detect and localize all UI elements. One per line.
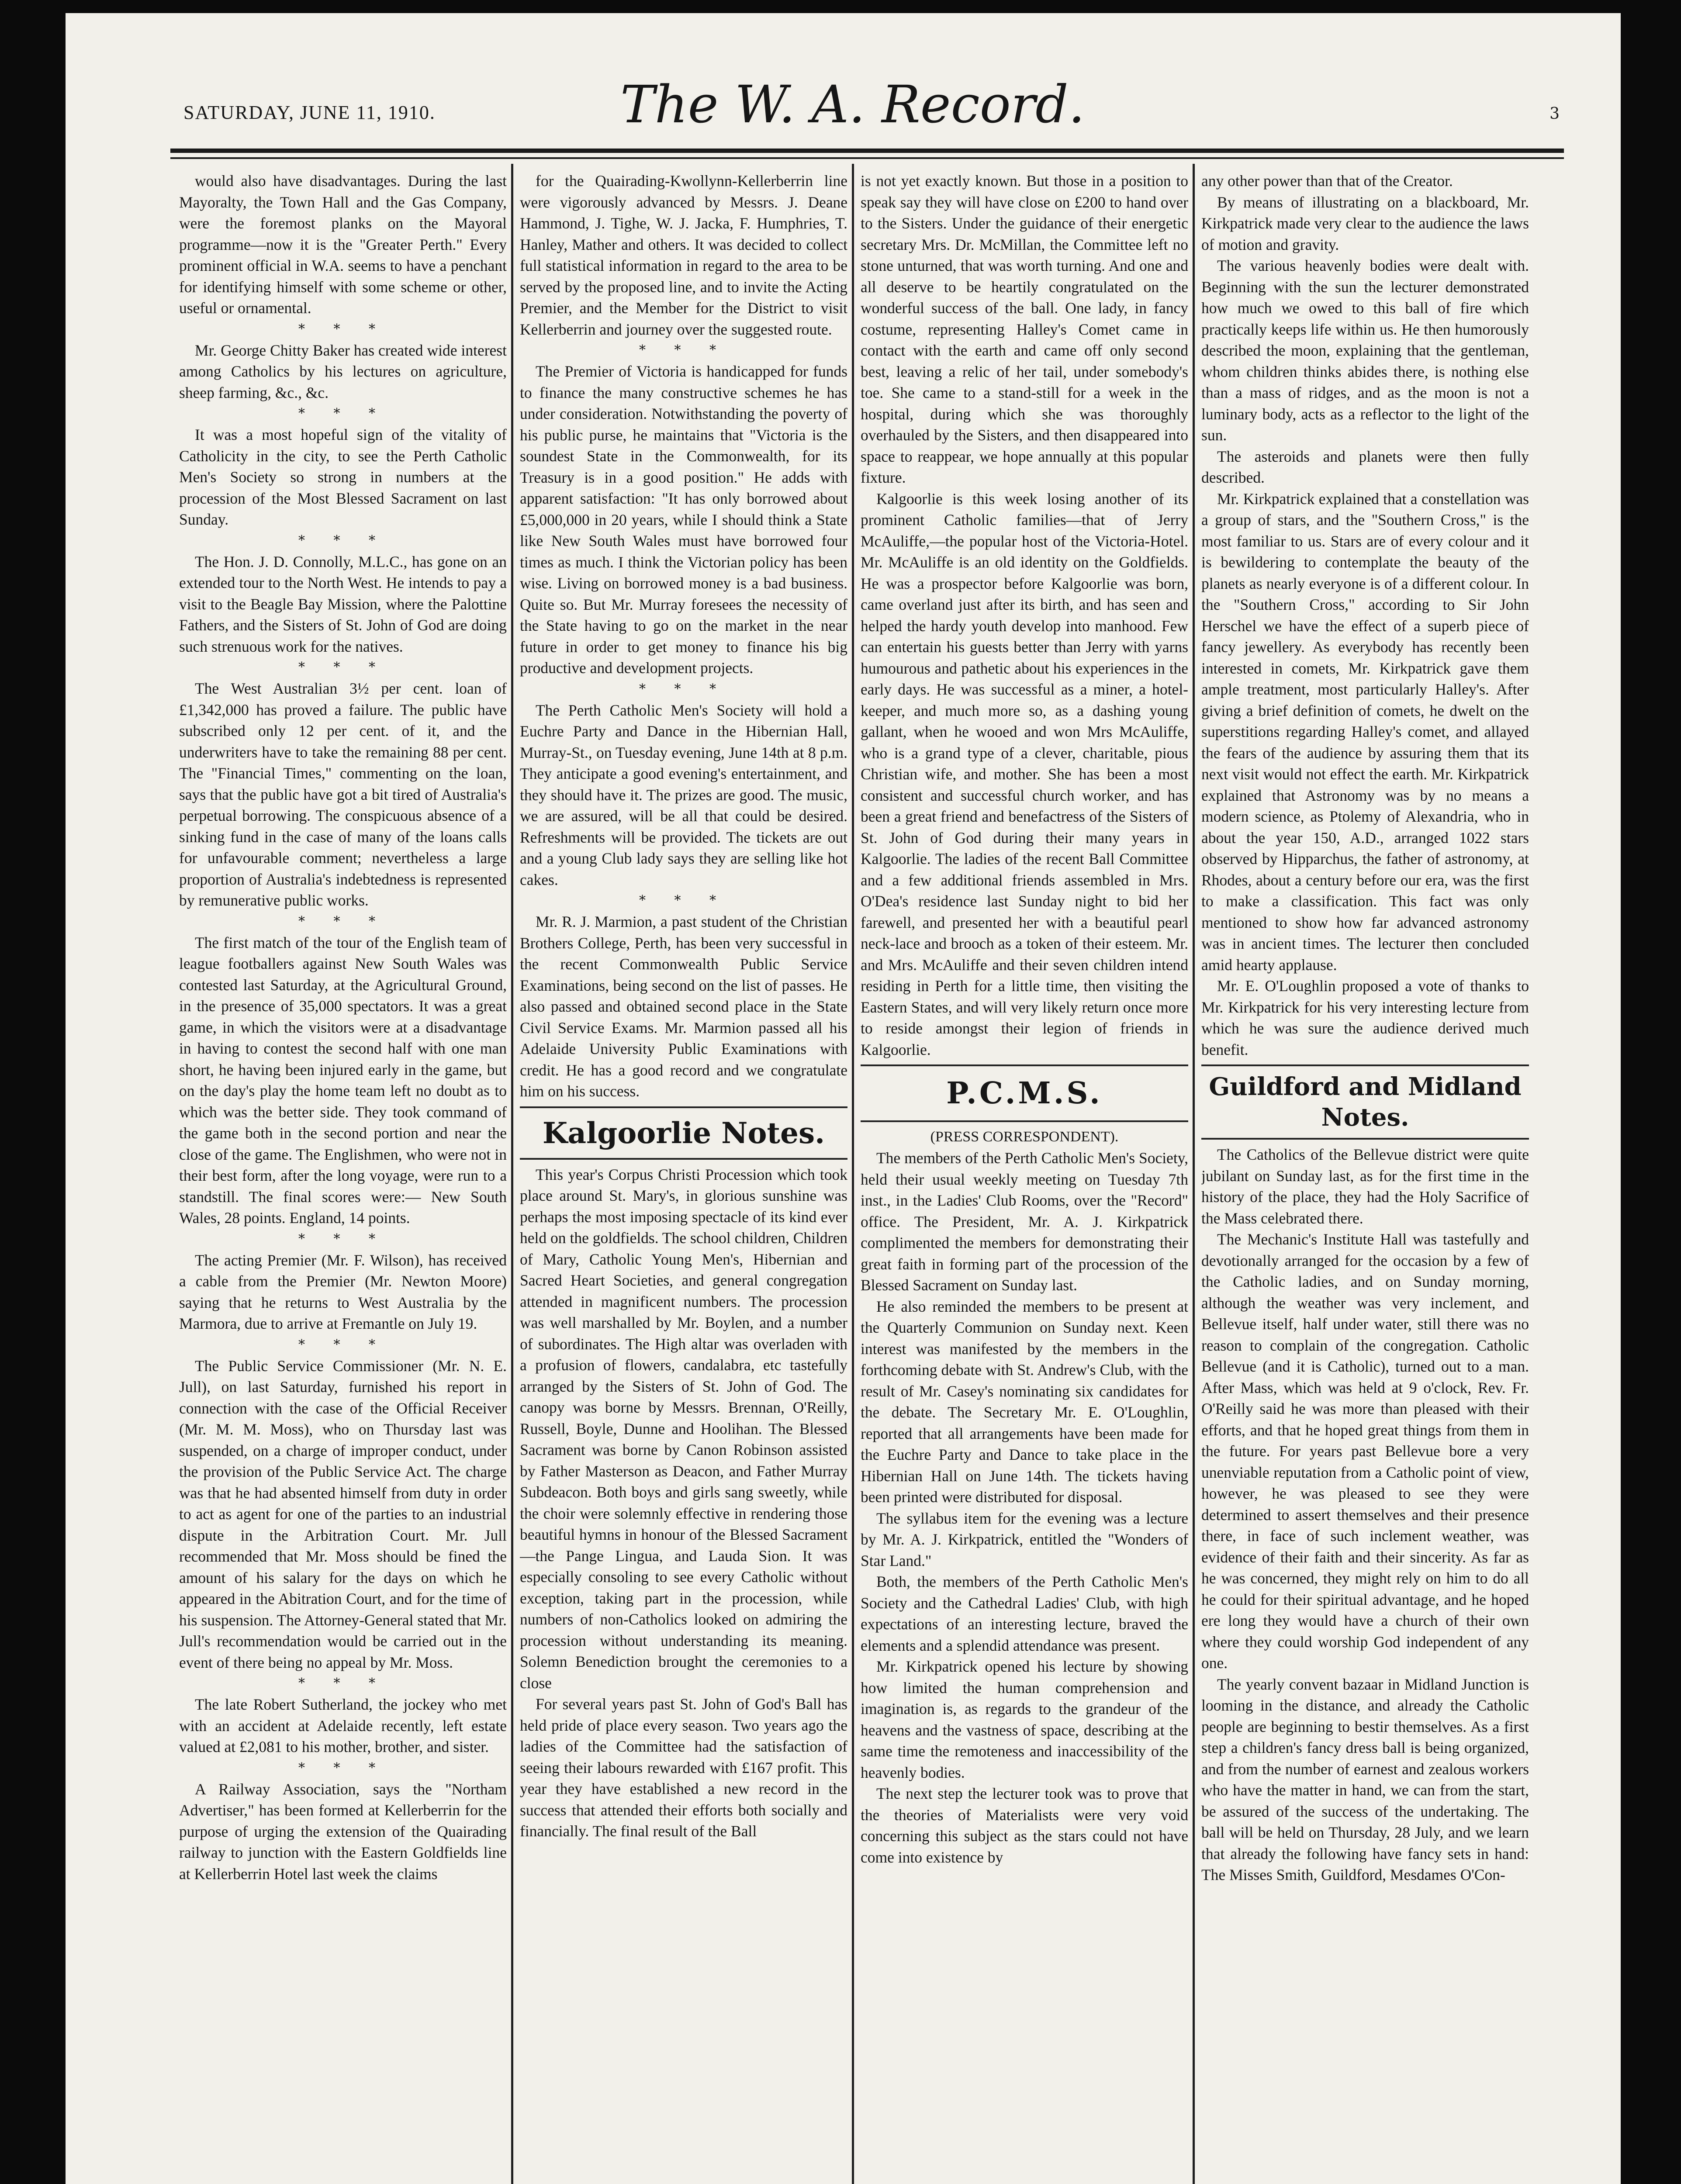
article-paragraph: The Mechanic's Institute Hall was tastefully and devotionally arranged for the occasion by a few of the Catholic ladies, and on Sunday morning, although the weather was very inclement, and Bellevue itself, half under water, still there was no reason to complain of the congregation. Catholic Bellevue (and it is Catholic), turned out to a man. After Mass, which was held at 9 o'clock, Rev. Fr. O'Reilly said he was more than pleased with their efforts, and that he hoped great things from them in the future. For years past Bellevue bore a very unenviable reputation from a Catholic point of view, however, he was pleased to see they were determined to assert themselves and their presence there, in face of such inclement weather, was evidence of their faith and their sincerity. As far as he was concerned, they might rely on him to do all he could for their spiritual advantage, and he hoped ere long they would have a church of their own where they could worship God independent of any one. xyxy=(1201,1230,1529,1672)
section-rule xyxy=(861,1064,1188,1066)
column-1 xyxy=(179,170,507,2184)
column-4 xyxy=(1201,170,1529,2184)
section-separator: * * * xyxy=(639,342,729,358)
header-rule-thin xyxy=(170,157,1564,159)
section-rule xyxy=(520,1158,847,1160)
section-separator: * * * xyxy=(639,681,729,697)
section-separator: * * * xyxy=(298,532,388,548)
article-paragraph: The acting Premier (Mr. F. Wilson), has received a cable from the Premier (Mr. Newton Moore) saying that he returns to West Australia by the Marmora, due to arrive at Fremantle on July 19. xyxy=(179,1251,507,1332)
article-paragraph: for the Quairading-Kwollynn-Kellerberrin line were vigorously advanced by Messrs. J. Deane Hammond, J. Tighe, W. J. Jacka, F. Humphries, T. Hanley, Mather and others. It was decided to collect full statistical information in regard to the area to be served by the proposed line, and to invite the Acting Premier, and the Member for the District to visit Kellerberrin and journey over the suggested route. xyxy=(520,172,847,338)
article-paragraph: This year's Corpus Christi Procession which took place around St. Mary's, in glorious sunshine was perhaps the most imposing spectacle of its kind ever held on the goldfields. The school children, Children of Mary, Catholic Young Men's, Hibernian and Sacred Heart Societies, and general congregation attended in magnificent numbers. The procession was well marshalled by Mr. Boylen, and a number of subordinates. The High altar was overladen with a profusion of flowers, candalabra, etc tastefully arranged by the Sisters of St. John of God. The canopy was borne by Messrs. Brennan, O'Reilly, Russell, Boyle, Dunne and Hoolihan. The Blessed Sacrament was borne by Canon Robinson assisted by Father Masterson as Deacon, and Father Murray Subdeacon. Both boys and girls sang sweetly, while the choir were solemnly effective in rendering those beautiful hymns in honour of the Blessed Sacrament—the Pange Lingua, and Lauda Sion. It was especially consoling to see every Catholic without exception, taking part in the procession, while numbers of non-Catholics looked on admiring the procession without understanding its meaning. Solemn Benediction brought the ceremonies to a close xyxy=(520,1165,847,1692)
article-paragraph: He also reminded the members to be present at the Quarterly Communion on Sunday next. Keen interest was manifested by the members in the forthcoming debate with St. Andrew's Club, with the result of Mr. Casey's nominating six candidates for the debate. The Secretary Mr. E. O'Loughlin, reported that all arrangements have been made for the Euchre Party and Dance to take place in the Hibernian Hall on June 14th. The tickets having been printed were distributed for disposal. xyxy=(861,1297,1188,1506)
article-paragraph: The Hon. J. D. Connolly, M.L.C., has gone on an extended tour to the North West. He intends to pay a visit to the Beagle Bay Mission, where the Palottine Fathers, and the Sisters of St. John of God are doing such strenuous work for the natives. xyxy=(179,553,507,655)
section-separator: * * * xyxy=(298,321,388,337)
section-rule xyxy=(1201,1064,1529,1066)
article-paragraph: A Railway Association, says the "Northam Advertiser," has been formed at Kellerberrin for the purpose of urging the extension of the Quairading railway to junction with the Eastern Goldfields line at Kellerberrin Hotel last week the claims xyxy=(179,1780,507,1883)
article-paragraph: Mr. George Chitty Baker has created wide interest among Catholics by his lectures on agriculture, sheep farming, &c., &c. xyxy=(179,341,507,401)
header-rule-thick xyxy=(170,149,1564,153)
article-paragraph: Kalgoorlie is this week losing another of its prominent Catholic families—that of Jerry McAuliffe,—the popular host of the Victoria-Hotel. Mr. McAuliffe is an old identity on the Goldfields. He was a prospector before Kalgoorlie was born, came overland just after its birth, and has seen and helped the hardy youth develop into manhood. Few can entertain his guests better than Jerry with yarns humourous and pathetic about his experiences in the early days. He was successful as a miner, a hotel-keeper, and much more so, as a dashing young gallant, when he wooed and won Mrs McAuliffe, who is a grand type of a clever, charitable, pious Christian wife, and mother. She has been a most consistent and successful church worker, and has been a great friend and benefactress of the Sisters of St. John of God during their many years in Kalgoorlie. The ladies of the recent Ball Committee and a few additional friends assembled in Mrs. O'Dea's residence last Sunday night to bid her farewell, and presented her with a beautiful pearl neck-lace and brooch as a token of their esteem. Mr. and Mrs. McAuliffe and their seven children intend residing in Perth for a little time, then visiting the Eastern States, and will very likely return once more to reside amongst their legion of friends in Kalgoorlie. xyxy=(861,490,1188,1058)
column-divider xyxy=(852,164,854,2184)
section-separator: * * * xyxy=(298,660,388,675)
press-correspondent-byline: (PRESS CORRESPONDENT). xyxy=(930,1129,1119,1145)
article-paragraph: Mr. E. O'Loughlin proposed a vote of thanks to Mr. Kirkpatrick for his very interesting lecture from which he was sure the audience derived much benefit. xyxy=(1201,977,1529,1058)
article-paragraph: The late Robert Sutherland, the jockey who met with an accident at Adelaide recently, left estate valued at £2,081 to his mother, brother, and sister. xyxy=(179,1696,507,1755)
section-rule xyxy=(520,1106,847,1108)
article-paragraph: The members of the Perth Catholic Men's Society, held their usual weekly meeting on Tuesday 7th inst., in the Ladies' Club Rooms, over the "Record" office. The President, Mr. A. J. Kirkpatrick complimented the members for demonstrating their great faith in forming part of the procession of the Blessed Sacrament on Sunday last. xyxy=(861,1149,1188,1294)
section-separator: * * * xyxy=(639,893,729,908)
page-number: 3 xyxy=(1550,105,1560,123)
article-paragraph: The syllabus item for the evening was a lecture by Mr. A. J. Kirkpatrick, entitled the "Wonders of Star Land." xyxy=(861,1509,1188,1569)
article-paragraph: would also have disadvantages. During the last Mayoralty, the Town Hall and the Gas Company, were the foremost planks on the Mayoral programme—now it is the "Greater Perth." Every prominent official in W.A. seems to have a penchant for identifying himself with some scheme or other, useful or ornamental. xyxy=(179,172,507,317)
article-paragraph: The first match of the tour of the English team of league footballers against New South Wales was contested last Saturday, at the Agricultural Ground, in the presence of 35,000 spectators. It was a great game, in which the visitors were at a disadvantage in having to contest the second half with one man short, he having been injured early in the game, but on the day's play the home team left no doubt as to which was the better side. They took command of the game both in the second portion and near the close of the game. The Englishmen, who were not in their best form, after the long voyage, were run to a standstill. The final scores were:— New South Wales, 28 points. England, 14 points. xyxy=(179,933,507,1227)
masthead xyxy=(183,74,1560,135)
section-separator: * * * xyxy=(298,1760,388,1776)
newspaper-title: The W. A. Record. xyxy=(620,74,1085,135)
section-separator: * * * xyxy=(298,406,388,421)
article-paragraph: Mr. R. J. Marmion, a past student of the Christian Brothers College, Perth, has been very successful in the recent Commonwealth Public Service Examinations, being second on the list of passes. He also passed and obtained second place in the State Civil Service Exams. Mr. Marmion passed all his Adelaide University Public Examinations with credit. He has a good record and we congratulate him on his success. xyxy=(520,913,847,1100)
article-paragraph: The Perth Catholic Men's Society will hold a Euchre Party and Dance in the Hibernian Hall, Murray-St., on Tuesday evening, June 14th at 8 p.m. They anticipate a good evening's entertainment, and they should have it. The prizes are good. The music, we are assured, will be all that could be desired. Refreshments will be provided. The tickets are out and a young Club lady says they are selling like hot cakes. xyxy=(520,701,847,888)
column-3 xyxy=(861,170,1188,2184)
article-paragraph: is not yet exactly known. But those in a position to speak say they will have close on £200 to hand over to the Sisters. Under the guidance of their energetic secretary Mrs. Dr. McMillan, the Committee left no stone unturned, that was worth turning. And one and all deserve to be heartily congratulated on the wonderful success of the ball. One lady, in fancy costume, representing Halley's Comet came in contact with the earth and came off only second best, leaving a relic of her tail, under somebody's toe. She came to a stand-still for a week in the hospital, during which she was thoroughly overhauled by the Sisters, and then disappeared into space to reappear, we hope annually at this popular fixture. xyxy=(861,172,1188,486)
column-2 xyxy=(520,170,847,2184)
article-paragraph: By means of illustrating on a blackboard, Mr. Kirkpatrick made very clear to the audience the laws of motion and gravity. xyxy=(1201,193,1529,253)
article-paragraph: Mr. Kirkpatrick opened his lecture by showing how limited the human comprehension and imagination is, as regards to the grandeur of the heavens and the vastness of space, describing at the same time the remoteness and inaccessibility of the heavenly bodies. xyxy=(861,1658,1188,1781)
article-paragraph: It was a most hopeful sign of the vitality of Catholicity in the city, to see the Perth Catholic Men's Society so strong in numbers at the procession of the Most Blessed Sacrament on last Sunday. xyxy=(179,426,507,528)
article-paragraph: Both, the members of the Perth Catholic Men's Society and the Cathedral Ladies' Club, with high expectations of an interesting lecture, braved the elements and a splendid attendance was present. xyxy=(861,1573,1188,1654)
article-paragraph: The various heavenly bodies were dealt with. Beginning with the sun the lecturer demonstrated how much we owed to this ball of fire which practically keeps life within us. He then humorously described the moon, explaining that the gentleman, whom children thinks abides there, is nothing else than a mass of ridges, and as the moon is not a luminary body, acts as a reflector to the light of the sun. xyxy=(1201,257,1529,444)
article-paragraph: For several years past St. John of God's Ball has held pride of place every season. Two years ago the ladies of the Committee had the satisfaction of seeing their labours rewarded with £167 profit. This year they have established a new record in the success that attended their efforts both socially and financially. The final result of the Ball xyxy=(520,1695,847,1840)
section-separator: * * * xyxy=(298,1231,388,1247)
article-paragraph: The Public Service Commissioner (Mr. N. E. Jull), on last Saturday, furnished his report in connection with the case of the Official Receiver (Mr. M. M. Moss), who on Thursday last was suspended, on a charge of improper conduct, under the provision of the Public Service Act. The charge was that he had absented himself from duty in order to act as agent for one of the parties to an industrial dispute in the Arbitration Court. Mr. Jull recommended that Mr. Moss should be fined the amount of his salary for the days on which he appeared in the Abitration Court, and for the time of his suspension. The Attorney-General stated that Mr. Jull's recommendation would be carried out in the event of there being no appeal by Mr. Moss. xyxy=(179,1357,507,1671)
article-paragraph: The asteroids and planets were then fully described. xyxy=(1201,447,1529,486)
newspaper-page xyxy=(66,13,1621,2184)
article-paragraph: The Premier of Victoria is handicapped for funds to finance the many constructive schemes he has under consideration. Notwithstanding the poverty of his public purse, he maintains that "Victoria is the soundest State in the Commonwealth, for its Treasury is in a good position." He adds with apparent satisfaction: "It has only borrowed about £5,000,000 in 20 years, while I should think a State like New South Wales must have borrowed four times as much. I think the Victorian policy has been wise. Living on borrowed money is a bad business. Quite so. But Mr. Murray foresees the necessity of the State having to go on the market in the near future in order to get money to finance his big productive and development projects. xyxy=(520,363,847,677)
article-paragraph: The next step the lecturer took was to prove that the theories of Materialists were very void concerning this subject as the stars could not have come into existence by xyxy=(861,1785,1188,1866)
pcms-heading: P.C.M.S. xyxy=(946,1076,1103,1111)
guildford-midland-heading: Guildford and Midland Notes. xyxy=(1209,1072,1522,1132)
column-divider xyxy=(1193,164,1195,2184)
section-rule xyxy=(861,1120,1188,1122)
article-paragraph: any other power than that of the Creator. xyxy=(1201,172,1453,190)
section-separator: * * * xyxy=(298,1337,388,1352)
article-paragraph: Mr. Kirkpatrick explained that a constellation was a group of stars, and the "Southern Cross," is the most familiar to us. Stars are of every colour and it is bewildering to contemplate the beauty of the planets as nearly everyone is of a different colour. In the "Southern Cross," according to Sir John Herschel we have the effect of a superb piece of fancy jewellery. As everybody has recently been interested in comets, Mr. Kirkpatrick gave them ample treatment, most particularly Halley's. After giving a brief definition of comets, he dwelt on the superstitions regarding Halley's comet, and allayed the fears of the audience by assuring them that its next visit would not effect the earth. Mr. Kirkpatrick explained that Astronomy was by no means a modern science, as Ptolemy of Alexandria, who in about the year 150, A.D., arranged 1022 stars observed by Hipparchus, the father of astronomy, at Rhodes, about a century before our era, was the first to make a classification. This fact was only mentioned to show how far advanced astronomy was in ancient times. The lecturer then concluded amid hearty applause. xyxy=(1201,490,1529,974)
article-paragraph: The yearly convent bazaar in Midland Junction is looming in the distance, and already the Catholic people are beginning to bestir themselves. As a first step a children's fancy dress ball is being organized, and from the number of earnest and zealous workers who have the matter in hand, we can from the start, be assured of the success of the undertaking. The ball will be held on Thursday, 28 July, and we learn that already the following have fancy sets in hand: The Misses Smith, Guildford, Mesdames O'Con- xyxy=(1201,1675,1529,1883)
article-paragraph: The West Australian 3½ per cent. loan of £1,342,000 has proved a failure. The public have subscribed only 12 per cent. of it, and the underwriters have to take the remaining 88 per cent. The "Financial Times," commenting on the loan, says that the public have got a bit tired of Australia's perpetual borrowing. The conspicuous absence of a sinking fund in the case of many of the loans calls for unfavourable comment; nevertheless a large proportion of Australia's indebtedness is represented by remunerative public works. xyxy=(179,680,507,909)
issue-date: SATURDAY, JUNE 11, 1910. xyxy=(183,102,436,123)
section-separator: * * * xyxy=(298,913,388,929)
section-rule xyxy=(1201,1138,1529,1140)
article-paragraph: The Catholics of the Bellevue district were quite jubilant on Sunday last, as for the first time in the history of the place, they had the Holy Sacrifice of the Mass celebrated there. xyxy=(1201,1146,1529,1227)
section-separator: * * * xyxy=(298,1676,388,1691)
column-divider xyxy=(511,164,513,2184)
kalgoorlie-notes-heading: Kalgoorlie Notes. xyxy=(542,1116,825,1150)
